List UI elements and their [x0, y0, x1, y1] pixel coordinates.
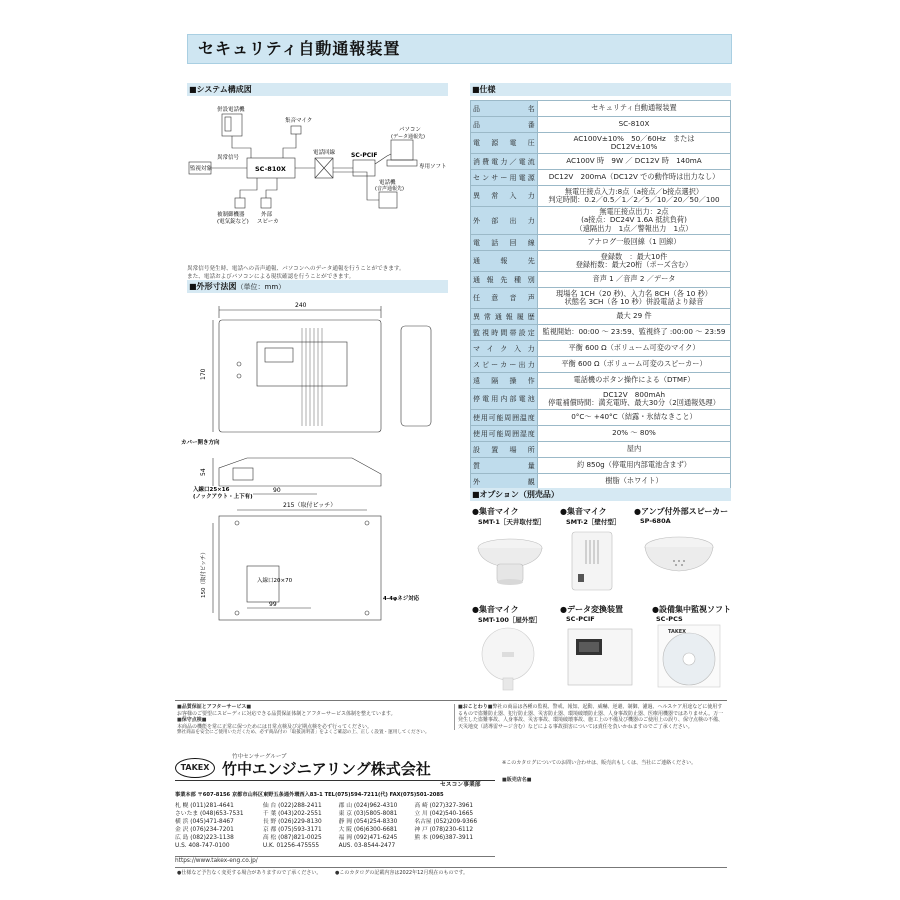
spec-value [538, 309, 731, 325]
spec-row [471, 341, 731, 357]
spec-value-line: 音声 1 ／音声 2 ／データ [592, 274, 676, 284]
spec-value-line: 0°C～ +40°C（結露・氷結なきこと） [571, 412, 697, 422]
svg-text:被制御機器: 被制御機器 [217, 212, 245, 218]
office-cell: 熊 本 (096)387-3911 [414, 835, 474, 841]
spec-key: 任意音声 [471, 288, 538, 309]
office-cell: 金 沢 (076)234-7201 [175, 827, 234, 833]
spec-table [470, 100, 731, 490]
svg-text:スピーカ: スピーカ [257, 219, 279, 225]
spec-value-line: アナログ一般回線（1 回線） [587, 237, 681, 247]
spec-value-line: DC12V 800mAh [603, 389, 665, 399]
spec-row [471, 272, 731, 288]
svg-text:カバー開き方向: カバー開き方向 [181, 440, 220, 446]
office-cell: 大 阪 (06)6300-6681 [338, 827, 398, 833]
svg-text:(電気錠など): (電気錠など) [217, 219, 249, 225]
catalog-date-note: ●このカタログの記載内容は2022年12月現在のものです。 [335, 870, 469, 876]
spec-value [538, 325, 731, 341]
outdoor-mic-image [472, 624, 552, 694]
office-row [175, 818, 495, 826]
ceiling-mic-image [472, 526, 552, 596]
pc-icon [391, 140, 413, 160]
office-cell: AUS. 03-8544-2477 [338, 843, 396, 849]
spec-value-line: 登録数 ：最大10件 [600, 251, 668, 261]
svg-text:入線口20×70: 入線口20×70 [257, 578, 293, 584]
office-cell: 郡 山 (024)962-4310 [338, 803, 398, 809]
office-cell: 京 都 (075)593-3171 [262, 827, 322, 833]
spec-value-line: 判定時間：0.2／0.5／1／2／5／10／20／50／100 [548, 195, 720, 204]
svg-text:(データ通報先): (データ通報先) [391, 134, 425, 140]
spec-value [538, 117, 731, 133]
office-cell: 千 葉 (043)202-2551 [262, 811, 322, 817]
spec-value-line: 無電圧接点出力：2点 [599, 206, 669, 216]
svg-text:54: 54 [200, 468, 207, 476]
office-cell: U.S. 408-747-0100 [175, 843, 230, 849]
svg-text:170: 170 [200, 368, 207, 380]
spec-value-line: 監視開始：00:00 ～ 23:59、監視終了 :00:00 ～ 23:59 [542, 327, 726, 337]
dimension-drawing [181, 298, 449, 638]
spec-row [471, 186, 731, 207]
software-cd-image [652, 623, 728, 693]
svg-text:(ノックアウト・上下有): (ノックアウト・上下有) [193, 494, 253, 500]
spec-row [471, 373, 731, 389]
spec-value [538, 357, 731, 373]
spec-row [471, 325, 731, 341]
system-notes: 異常信号発生時、電話への音声通報、パソコンへのデータ通報を行うことができます。 また、電話およびパソコンによる現状確認を行うことができます。 [187, 266, 405, 280]
office-cell: 長 野 (026)229-8130 [262, 819, 322, 825]
spec-row [471, 309, 731, 325]
division-name: セスコン事業部 [440, 782, 481, 788]
spec-key: 消費電力／電流 [471, 154, 538, 170]
spec-key: 異常通報履歴 [471, 309, 538, 325]
office-row [175, 810, 495, 818]
spec-row [471, 117, 731, 133]
office-cell: 横 浜 (045)471-8467 [175, 819, 234, 825]
svg-text:SC-PCIF: SC-PCIF [351, 152, 378, 159]
footer-divider [175, 700, 727, 701]
spec-key: 使用可能周囲温度 [471, 410, 538, 426]
office-cell: 札 幌 (011)281-4641 [175, 803, 234, 809]
option-smt1: ●集音マイク SMT-1［天井取付型］ [472, 506, 552, 600]
bottom-view [219, 458, 381, 486]
svg-text:240: 240 [295, 302, 307, 309]
spec-key: マイク入力 [471, 341, 538, 357]
notice-block: ■おことわり■弊社の商品は各種の監視、警戒、報知、起動、威嚇、逆避、制御、濾過、ヘルスケア用途などに使用するもので盗難防止器、犯行防止器、災害防止器、環境破壊防止器、人身事故防止器、医療用機器ではありません。万一発生した盗難事故、人身事故、災害事故、環境破壊事故、施工上の不備及び機器のご使用上の誤り、保守点検の不備、天災地変（誘導雷サージ含む）などによる事故損害については責任を負いかねますのでご了承ください。 [454, 704, 726, 730]
office-row [175, 834, 495, 842]
office-cell: さいたま (048)653-7531 [175, 811, 244, 817]
office-cell [414, 842, 495, 850]
office-cell: 広 島 (082)223-1138 [175, 835, 234, 841]
group-name: 竹中センサーグループ [232, 754, 287, 760]
spec-value [538, 101, 731, 117]
svg-text:監視対象: 監視対象 [190, 166, 213, 172]
takex-logo: TAKEX [175, 758, 215, 778]
spec-value-line: 登録桁数：最大20桁（ポーズ含む） [575, 260, 693, 269]
spec-value-line: 樹脂（ホワイト） [605, 476, 663, 486]
warranty-block: ■品質保証とアフターサービス■ お客様のご要望にスピーディに対応できる品質保証体制とアフターサービス体制を整えています。 ■保守点検■ 本商品の機能を常に正常に保つためには日常点検及び定期点検を必ず行ってください。 弊社商品を安全にご使用いただくため、必ず商品付の「取扱説明書」をよくご確認の上、正しく設置・運用してください。 [177, 704, 430, 735]
svg-text:99: 99 [269, 601, 277, 608]
hq-address: 事業本部 〒607-8156 京都市山科区東野五条通外環西入83-1 TEL(075)594-7211(代) FAX(075)501-2085 [175, 792, 444, 798]
spec-change-note: ●仕様など予告なく変更する場合がありますので了承ください。 [177, 870, 322, 876]
spec-value-line: 平衡 600 Ω（ボリューム可変のスピーカー） [561, 359, 707, 369]
front-view [219, 320, 381, 432]
spec-value-line: 現場名 1CH（20 秒)、入力名 8CH（各 10 秒） [556, 288, 712, 298]
svg-text:4-4φネジ対応: 4-4φネジ対応 [383, 596, 420, 602]
office-cell: 福 岡 (092)471-6245 [338, 835, 398, 841]
side-view [401, 326, 431, 426]
spec-value [538, 442, 731, 458]
spec-row [471, 458, 731, 474]
spec-value [538, 235, 731, 251]
spec-row [471, 288, 731, 309]
spec-value [538, 373, 731, 389]
svg-text:入線口25×16: 入線口25×16 [193, 487, 230, 493]
spec-key: 外 観 [471, 474, 538, 490]
office-cell: U.K. 01256-475555 [262, 843, 320, 849]
controlled-device-icon [235, 198, 245, 208]
spec-key: 質 量 [471, 458, 538, 474]
spec-value [538, 186, 731, 207]
svg-text:150（取付ピッチ）: 150（取付ピッチ） [201, 549, 207, 598]
spec-heading: ■仕様 [470, 83, 731, 96]
spec-value [538, 341, 731, 357]
company-underline [175, 780, 495, 781]
spec-value-line: 無電圧接点入力:8点（a接点／b接点選択） [564, 186, 704, 196]
phone-icon [379, 192, 397, 208]
svg-text:外部: 外部 [261, 212, 273, 218]
spec-key: 品 番 [471, 117, 538, 133]
spec-value [538, 251, 731, 272]
svg-text:専用ソフト: 専用ソフト [419, 164, 447, 170]
spec-row [471, 235, 731, 251]
spec-value-line: 電話機のボタン操作による（DTMF） [573, 375, 695, 385]
office-cell: 名古屋 (052)209-9366 [414, 819, 478, 825]
svg-text:SC-810X: SC-810X [255, 165, 286, 173]
spec-value [538, 288, 731, 309]
system-heading: ■システム構成図 [187, 83, 448, 96]
spec-key: 使用可能周囲湿度 [471, 426, 538, 442]
options-heading: ■オプション（別売品） [470, 488, 731, 501]
office-cell: 静 岡 (054)254-8330 [338, 819, 398, 825]
spec-row [471, 170, 731, 186]
spec-row [471, 442, 731, 458]
company-name: 竹中エンジニアリング株式会社 [222, 760, 431, 778]
spec-value-line: （遠隔出力 1点／警報出力 1点） [575, 223, 693, 233]
dimensions-heading: ■外形寸法図（単位：mm） [187, 280, 448, 293]
system-diagram [187, 100, 449, 260]
spec-value-line: DC12V 200mA（DC12V での動作時は出力なし） [548, 172, 720, 182]
option-scpcif: ●データ変換装置 SC-PCIF [560, 604, 640, 697]
spec-key: 電話回線 [471, 235, 538, 251]
spec-key: 外部出力 [471, 207, 538, 235]
spec-value-line: セキュリティ自動通報装置 [591, 103, 677, 113]
option-sp680a: ●アンプ付外部スピーカー SP-680A [634, 506, 728, 599]
spec-key: 通報先種別 [471, 272, 538, 288]
option-smt2: ●集音マイク SMT-2［壁付型］ [560, 506, 630, 600]
speaker-image [634, 525, 724, 595]
svg-text:異常信号: 異常信号 [217, 155, 240, 161]
spec-row [471, 207, 731, 235]
spec-value-line: DC12V±10% [610, 142, 658, 151]
spec-value-line: (a接点：DC24V 1.6A 抵抗負荷) [581, 215, 687, 225]
office-cell: 立 川 (042)540-1665 [414, 811, 474, 817]
spec-key: 通報先 [471, 251, 538, 272]
spec-key: 設置場所 [471, 442, 538, 458]
spec-value-line: AC100V±10% 50／60Hz または [573, 133, 695, 143]
spec-value-line: 状態名 3CH（各 10 秒）併設電話より録音 [564, 297, 704, 306]
pcif-box [353, 160, 375, 176]
spec-value [538, 458, 731, 474]
svg-text:TAKEX: TAKEX [668, 629, 687, 635]
spec-value-line: 最大 29 件 [616, 311, 652, 321]
spec-value [538, 272, 731, 288]
office-cell: 高 崎 (027)327-3961 [414, 803, 474, 809]
option-scpcs: ●設備集中監視ソフト SC-PCS TAKEX [652, 604, 731, 697]
svg-text:215（取付ピッチ）: 215（取付ピッチ） [283, 502, 337, 509]
spec-key: 監視時間帯設定 [471, 325, 538, 341]
spec-value-line: 平衡 600 Ω（ボリューム可変のマイク） [568, 343, 700, 353]
spec-value-line: 屋内 [626, 444, 642, 454]
spec-row [471, 426, 731, 442]
catalog-note: ※このカタログについてのお問い合わせは、販売店もしくは、当社にご連絡ください。 ■販売店名■ [502, 760, 697, 783]
office-cell: 高 松 (087)821-0025 [262, 835, 322, 841]
pcif-image [560, 623, 640, 693]
spec-key: センサー用電源 [471, 170, 538, 186]
spec-value [538, 170, 731, 186]
bottom-divider [175, 867, 727, 868]
spec-key: 異常入力 [471, 186, 538, 207]
spec-row [471, 251, 731, 272]
office-row [175, 826, 495, 834]
office-row [175, 802, 495, 810]
spec-value-line: 約 850g（停電用内部電池含まず） [576, 460, 691, 470]
spec-value [538, 426, 731, 442]
spec-value-line: SC-810X [618, 119, 650, 129]
title-banner [187, 34, 732, 64]
back-view [219, 516, 381, 620]
spec-row [471, 101, 731, 117]
mic-icon [291, 126, 301, 134]
spec-row [471, 133, 731, 154]
speaker-icon [261, 198, 271, 208]
page-title: セキュリティ自動通報装置 [198, 39, 401, 58]
spec-value [538, 207, 731, 235]
office-row [175, 842, 495, 850]
spec-key: スピーカー出力 [471, 357, 538, 373]
svg-text:電話機: 電話機 [379, 180, 396, 186]
spec-key: 停電用内部電池 [471, 389, 538, 410]
company-url: https://www.takex-eng.co.jp/ [175, 856, 495, 864]
spec-key: 電源電圧 [471, 133, 538, 154]
option-smt100: ●集音マイク SMT-100［屋外型］ [472, 604, 552, 698]
office-cell: 神 戸 (078)230-6112 [414, 827, 474, 833]
spec-value [538, 133, 731, 154]
spec-value [538, 410, 731, 426]
spec-row [471, 357, 731, 373]
spec-key: 遠隔操作 [471, 373, 538, 389]
spec-key: 品 名 [471, 101, 538, 117]
svg-text:併設電話機: 併設電話機 [217, 107, 245, 113]
svg-text:90: 90 [273, 487, 281, 494]
svg-text:(音声通報先): (音声通報先) [375, 186, 404, 192]
spec-value-line: 20% ～ 80% [612, 428, 656, 438]
spec-row [471, 410, 731, 426]
svg-text:集音マイク: 集音マイク [285, 118, 313, 124]
svg-text:電話回線: 電話回線 [313, 150, 336, 156]
spec-value-line: 停電補償時間：満充電時、最大30分（2回通報処理） [548, 398, 720, 407]
office-table [175, 802, 495, 850]
wall-mic-image [560, 526, 630, 596]
office-cell: 仙 台 (022)288-2411 [262, 803, 322, 809]
spec-value [538, 154, 731, 170]
spec-value [538, 389, 731, 410]
spec-row [471, 154, 731, 170]
spec-value-line: AC100V 時 9W ／ DC12V 時 140mA [566, 156, 702, 166]
spec-row [471, 389, 731, 410]
office-cell: 東 京 (03)5805-8081 [338, 811, 398, 817]
svg-text:パソコン: パソコン [399, 127, 421, 133]
